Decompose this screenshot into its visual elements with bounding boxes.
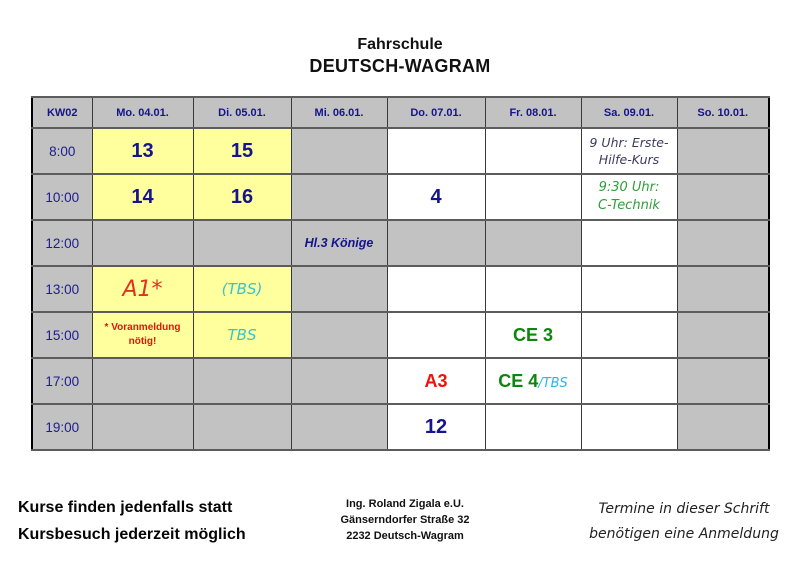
address-name: Ing. Roland Zigala e.U.: [346, 498, 464, 510]
cell-mo-1500: [92, 312, 193, 358]
page-title: [0, 34, 800, 77]
cell-line: nötig!: [128, 336, 157, 347]
cell-so-1200: [677, 220, 769, 266]
cell-di-1200: [193, 220, 291, 266]
day-header-sa: Sa. 09.01.: [581, 97, 677, 128]
footer-address: [300, 496, 510, 544]
cell-sa-1000: [581, 174, 677, 220]
cell-fr-1700: [485, 358, 581, 404]
cell-fr-1500: CE 3: [485, 312, 581, 358]
cell-mo-800: 13: [92, 128, 193, 174]
cell-do-1200: [387, 220, 485, 266]
cell-mi-1900: [291, 404, 387, 450]
day-header-di: Di. 05.01.: [193, 97, 291, 128]
cell-do-1900: 12: [387, 404, 485, 450]
cell-line: 9:30 Uhr:: [598, 180, 660, 195]
day-header-fr: Fr. 08.01.: [485, 97, 581, 128]
cell-do-1000: 4: [387, 174, 485, 220]
schedule-table: [31, 96, 770, 451]
cell-part: /TBS: [538, 375, 568, 391]
cell-fr-1300: [485, 266, 581, 312]
footer-note-line1: Kurse finden jedenfalls statt: [18, 499, 233, 516]
cell-mi-800: [291, 128, 387, 174]
cell-sa-1200: [581, 220, 677, 266]
cell-di-800: 15: [193, 128, 291, 174]
cell-fr-800: [485, 128, 581, 174]
cell-sa-1500: [581, 312, 677, 358]
cell-so-1300: [677, 266, 769, 312]
cell-fr-1000: [485, 174, 581, 220]
cell-mi-1500: [291, 312, 387, 358]
cell-mi-1300: [291, 266, 387, 312]
cell-sa-1900: [581, 404, 677, 450]
cell-fr-1900: [485, 404, 581, 450]
cell-di-1300: (TBS): [193, 266, 291, 312]
cell-mo-1200: [92, 220, 193, 266]
schedule-head: [32, 97, 769, 128]
cell-do-1500: [387, 312, 485, 358]
cell-di-1500: TBS: [193, 312, 291, 358]
cell-sa-1300: [581, 266, 677, 312]
cell-mo-1300: A1*: [92, 266, 193, 312]
cell-line: * Voranmeldung: [104, 322, 181, 333]
cell-so-800: [677, 128, 769, 174]
day-header-so: So. 10.01.: [677, 97, 769, 128]
cell-mi-1000: [291, 174, 387, 220]
title-line-school: Fahrschule: [357, 36, 443, 53]
cell-di-1900: [193, 404, 291, 450]
cell-mo-1700: [92, 358, 193, 404]
cell-do-800: [387, 128, 485, 174]
cell-mi-1200: Hl.3 Könige: [291, 220, 387, 266]
handwriting-note-line1: Termine in dieser Schrift: [598, 501, 770, 517]
handwriting-note-line2: benötigen eine Anmeldung: [589, 526, 779, 542]
address-city: 2232 Deutsch-Wagram: [346, 530, 464, 542]
cell-line: Hilfe-Kurs: [598, 152, 660, 167]
cell-mo-1900: [92, 404, 193, 450]
footer-note-courses: [18, 494, 246, 548]
cell-di-1000: 16: [193, 174, 291, 220]
cell-sa-800: [581, 128, 677, 174]
title-line-city: DEUTSCH-WAGRAM: [309, 56, 491, 76]
schedule-body: [32, 128, 769, 450]
time-label-800: 8:00: [32, 128, 92, 174]
time-label-1300: 13:00: [32, 266, 92, 312]
cell-di-1700: [193, 358, 291, 404]
cell-do-1700: A3: [387, 358, 485, 404]
time-label-1500: 15:00: [32, 312, 92, 358]
cell-do-1300: [387, 266, 485, 312]
cell-part: CE 4: [498, 370, 539, 391]
cell-so-1000: [677, 174, 769, 220]
time-label-1000: 10:00: [32, 174, 92, 220]
cell-line: C-Technik: [598, 198, 660, 213]
day-header-do: Do. 07.01.: [387, 97, 485, 128]
cell-fr-1200: [485, 220, 581, 266]
week-header: KW02: [32, 97, 92, 128]
time-label-1900: 19:00: [32, 404, 92, 450]
cell-mo-1000: 14: [92, 174, 193, 220]
cell-so-1500: [677, 312, 769, 358]
footer-handwriting-note: [578, 497, 790, 547]
address-street: Gänserndorfer Straße 32: [340, 514, 470, 526]
cell-so-1700: [677, 358, 769, 404]
cell-sa-1700: [581, 358, 677, 404]
cell-so-1900: [677, 404, 769, 450]
cell-line: 9 Uhr: Erste-: [589, 135, 669, 150]
cell-mi-1700: [291, 358, 387, 404]
time-label-1700: 17:00: [32, 358, 92, 404]
footer-note-line2: Kursbesuch jederzeit möglich: [18, 526, 246, 543]
day-header-mi: Mi. 06.01.: [291, 97, 387, 128]
day-header-mo: Mo. 04.01.: [92, 97, 193, 128]
time-label-1200: 12:00: [32, 220, 92, 266]
